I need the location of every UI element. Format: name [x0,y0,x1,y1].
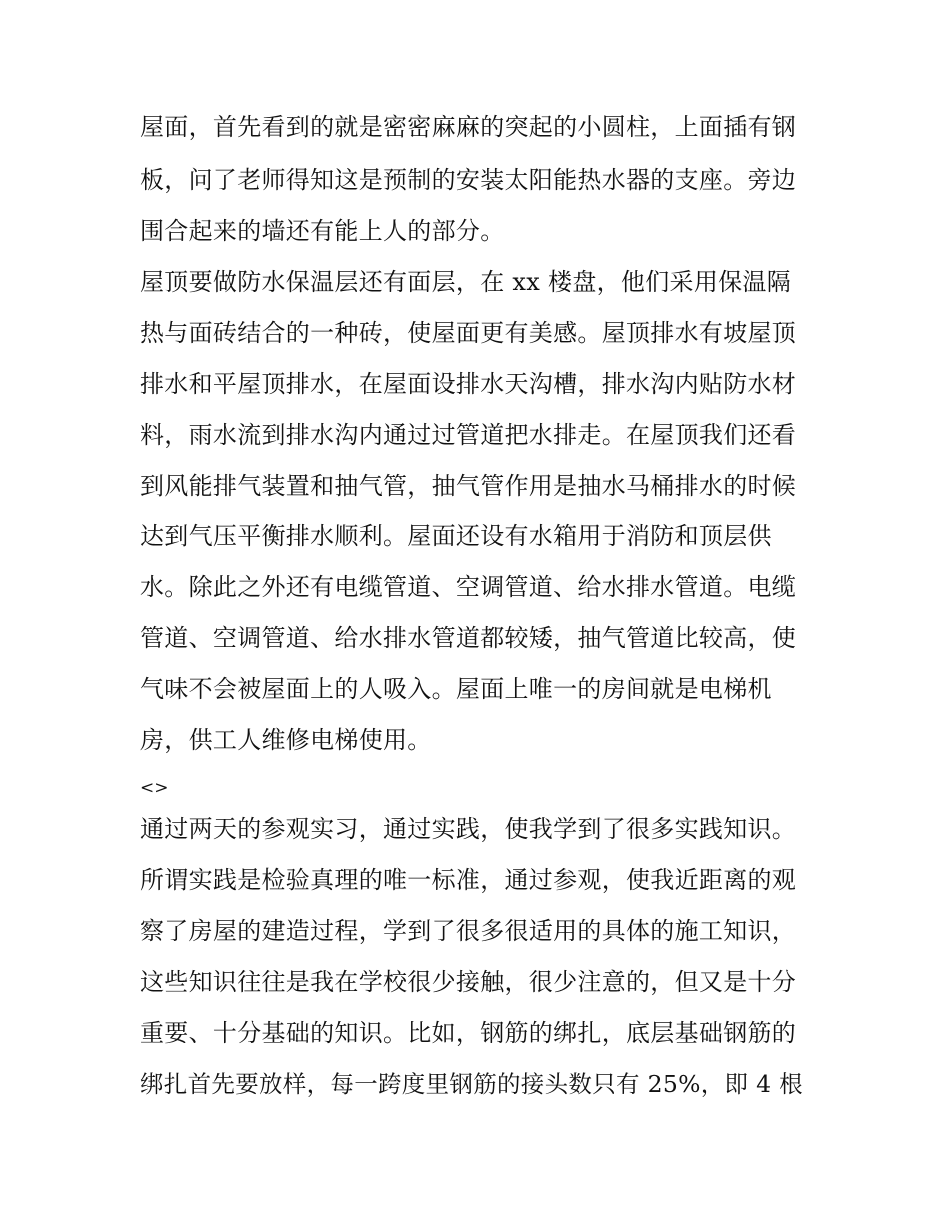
text-line: 屋面，首先看到的就是密密麻麻的突起的小圆柱，上面插有钢 [140,113,797,141]
text-line: 板，问了老师得知这是预制的安装太阳能热水器的支座。旁边 [140,166,797,194]
section-separator: <> [140,778,169,798]
text-line: 这些知识往往是我在学校很少接触，很少注意的，但又是十分 [140,968,797,996]
text-line: 房，供工人维修电梯使用。 [140,726,432,754]
text-line: 围合起来的墙还有能上人的部分。 [140,217,505,245]
text-line: 所谓实践是检验真理的唯一标准，通过参观，使我近距离的观 [140,866,797,894]
text-line: 排水和平屋顶排水，在屋面设排水天沟槽，排水沟内贴防水材 [140,370,797,398]
text-line: 水。除此之外还有电缆管道、空调管道、给水排水管道。电缆 [140,573,797,601]
text-line: 重要、十分基础的知识。比如，钢筋的绑扎，底层基础钢筋的 [140,1019,797,1047]
text-line: 屋顶要做防水保温层还有面层，在 xx 楼盘，他们采用保温隔 [140,268,792,296]
text-line: 气味不会被屋面上的人吸入。屋面上唯一的房间就是电梯机 [140,675,772,703]
text-line: 绑扎首先要放样，每一跨度里钢筋的接头数只有 25%，即 4 根 [140,1070,803,1098]
text-line: 到风能排气装置和抽气管，抽气管作用是抽水马桶排水的时候 [140,472,797,500]
text-line: 管道、空调管道、给水排水管道都较矮，抽气管道比较高，使 [140,624,797,652]
text-line: 通过两天的参观实习，通过实践，使我学到了很多实践知识。 [140,815,797,843]
text-line: 达到气压平衡排水顺利。屋面还设有水箱用于消防和顶层供 [140,522,772,550]
text-line: 察了房屋的建造过程，学到了很多很适用的具体的施工知识， [140,917,797,945]
text-line: 料，雨水流到排水沟内通过过管道把水排走。在屋顶我们还看 [140,421,797,449]
text-line: 热与面砖结合的一种砖，使屋面更有美感。屋顶排水有坡屋顶 [140,319,797,347]
